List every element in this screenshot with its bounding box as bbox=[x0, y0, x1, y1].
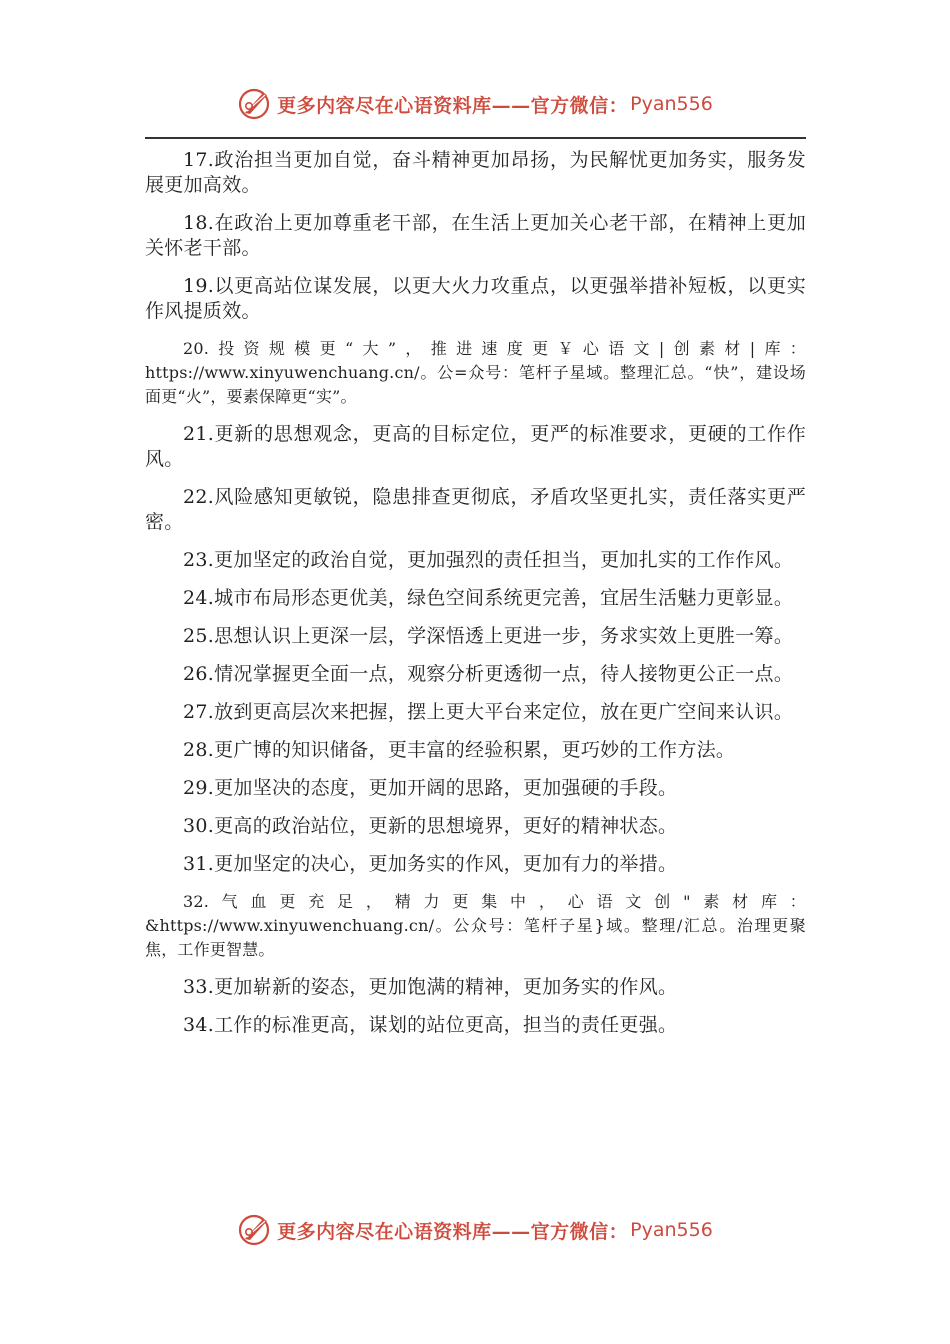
banner-slogan: 更多内容尽在心语资料库——官方微信： bbox=[277, 94, 629, 117]
footer-wechat-id: Pyan556 bbox=[630, 1219, 713, 1241]
list-item: 22.风险感知更敏锐，隐患排查更彻底，矛盾攻坚更扎实，责任落实更严密。 bbox=[145, 486, 806, 533]
list-item: 33.更加崭新的姿态，更加饱满的精神，更加务实的作风。 bbox=[183, 976, 678, 998]
list-item: 19.以更高站位谋发展，以更大火力攻重点，以更强举措补短板，以更实作风提质效。 bbox=[145, 275, 806, 322]
list-item: 26.情况掌握更全面一点，观察分析更透彻一点，待人接物更公正一点。 bbox=[183, 663, 794, 685]
header-banner bbox=[0, 82, 950, 126]
list-item: 23.更加坚定的政治自觉，更加强烈的责任担当，更加扎实的工作作风。 bbox=[183, 549, 794, 571]
list-item: 21.更新的思想观念，更高的目标定位，更严的标准要求，更硬的工作作风。 bbox=[145, 423, 806, 470]
list-item: 17.政治担当更加自觉，奋斗精神更加昂扬，为民解忧更加务实，服务发展更加高效。 bbox=[145, 149, 806, 196]
list-item: 24.城市布局形态更优美，绿色空间系统更完善，宜居生活魅力更彰显。 bbox=[183, 587, 794, 609]
list-item: 25.思想认识上更深一层，学深悟透上更进一步，务求实效上更胜一筹。 bbox=[183, 625, 794, 647]
list-item: 18.在政治上更加尊重老干部，在生活上更加关心老干部，在精神上更加关怀老干部。 bbox=[145, 212, 806, 259]
quill-pen-circle-icon bbox=[237, 86, 273, 122]
list-item: 28.更广博的知识储备，更丰富的经验积累，更巧妙的工作方法。 bbox=[183, 739, 736, 761]
list-item: 31.更加坚定的决心，更加务实的作风，更加有力的举措。 bbox=[183, 853, 678, 875]
list-item: 27.放到更高层次来把握，摆上更大平台来定位，放在更广空间来认识。 bbox=[183, 701, 794, 723]
list-item: 34.工作的标准更高，谋划的站位更高，担当的责任更强。 bbox=[183, 1014, 678, 1036]
footer-slogan: 更多内容尽在心语资料库——官方微信： bbox=[277, 1220, 629, 1243]
footer-banner bbox=[0, 1208, 950, 1252]
header-divider bbox=[145, 137, 806, 139]
list-item: 29.更加坚决的态度，更加开阔的思路，更加强硬的手段。 bbox=[183, 777, 678, 799]
quill-pen-circle-icon bbox=[237, 1212, 273, 1248]
list-item: 32.气血更充足，精力更集中，心语文创"素材库：&https://www.xinyuwenchuang.cn/。公众号：笔杆子星}域。整理/汇总。治理更聚焦，工作更智慧。 bbox=[145, 892, 806, 959]
list-item: 20.投资规模更“大”，推进速度更￥心语文|创素材|库：https://www.xinyuwenchuang.cn/。公=众号：笔杆子星域。整理汇总。“快”，建设场面更“火”，要素保障更“实”。 bbox=[145, 339, 806, 406]
list-item: 30.更高的政治站位，更新的思想境界，更好的精神状态。 bbox=[183, 815, 678, 837]
banner-wechat-id: Pyan556 bbox=[630, 93, 713, 115]
document-body bbox=[145, 148, 806, 1051]
